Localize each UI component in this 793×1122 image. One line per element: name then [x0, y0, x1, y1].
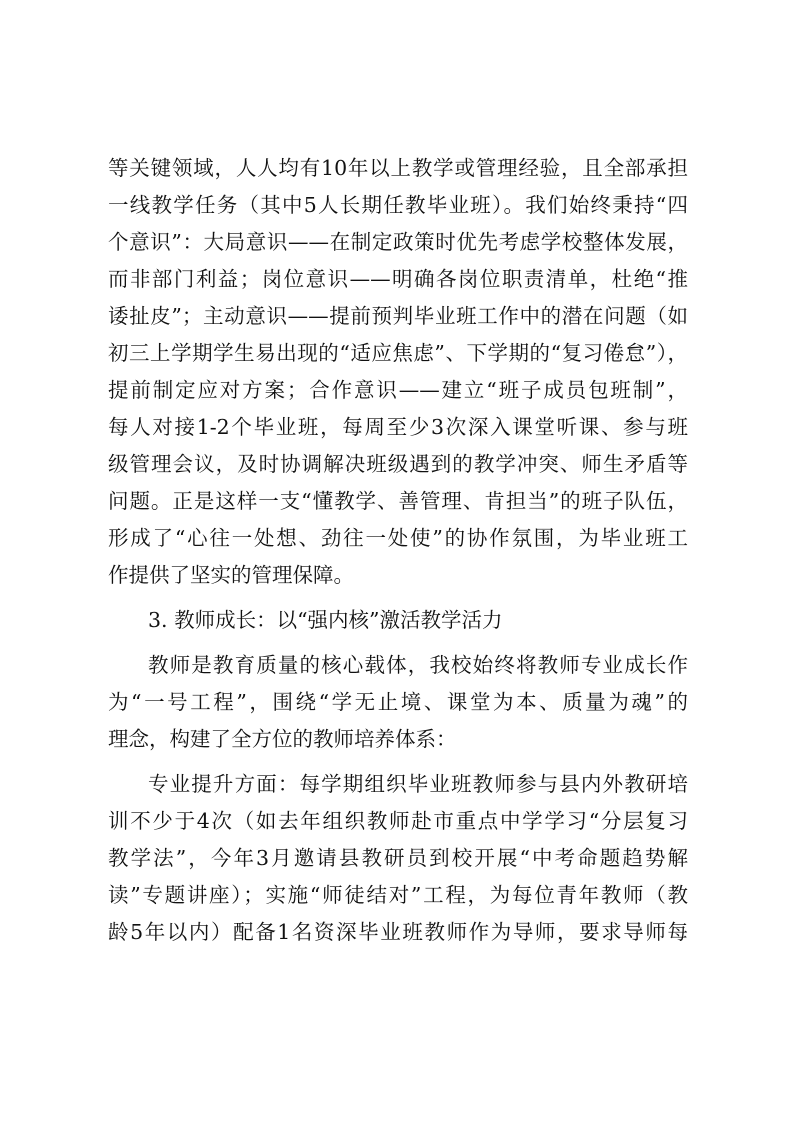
text-line: 为“一号工程”，围绕“学无止境、课堂为本、质量为魂”的: [108, 690, 688, 714]
text-line: 作提供了坚实的管理保障。: [108, 563, 354, 587]
text-line: 问题。正是这样一支“懂教学、善管理、肯担当”的班子队伍，: [108, 489, 688, 513]
paragraph-teacher-growth: [108, 647, 688, 758]
text-line: 专业提升方面：每学期组织毕业班教师参与县内外教研培: [148, 772, 688, 796]
document-page: [108, 150, 688, 951]
text-line: 读”专题讲座）；实施“师徒结对”工程，为每位青年教师（教: [108, 883, 688, 907]
text-line: 一线教学任务（其中5人长期任教毕业班）。我们始终秉持“四: [108, 193, 688, 217]
paragraph-leadership-team: [108, 150, 688, 594]
text-line: 个意识”：大局意识——在制定政策时优先考虑学校整体发展，: [108, 230, 688, 254]
section-heading: 3. 教师成长：以“强内核”激活教学活力: [148, 608, 503, 632]
text-line: 教师是教育质量的核心载体，我校始终将教师专业成长作: [148, 653, 688, 677]
text-line: 级管理会议，及时协调解决班级遇到的教学冲突、师生矛盾等: [108, 452, 688, 476]
text-line: 诿扯皮”；主动意识——提前预判毕业班工作中的潜在问题（如: [108, 304, 688, 328]
text-line: 等关键领域，人人均有10年以上教学或管理经验，且全部承担: [108, 156, 688, 180]
text-line: 教学法”，今年3月邀请县教研员到校开展“中考命题趋势解: [108, 846, 688, 870]
text-line: 训不少于4次（如去年组织教师赴市重点中学学习“分层复习: [108, 809, 688, 833]
text-line: 每人对接1-2个毕业班，每周至少3次深入课堂听课、参与班: [108, 415, 688, 439]
text-line: 而非部门利益；岗位意识——明确各岗位职责清单，杜绝“推: [108, 267, 688, 291]
text-line: 龄5年以内）配备1名资深毕业班教师作为导师，要求导师每: [108, 920, 688, 944]
paragraph-professional-development: [108, 766, 688, 951]
text-line: 初三上学期学生易出现的“适应焦虑”、下学期的“复习倦怠”），: [108, 341, 688, 365]
text-line: 提前制定应对方案；合作意识——建立“班子成员包班制”，: [108, 378, 688, 402]
text-line: 形成了“心往一处想、劲往一处使”的协作氛围，为毕业班工: [108, 526, 688, 550]
text-line: 理念，构建了全方位的教师培养体系：: [108, 727, 457, 751]
